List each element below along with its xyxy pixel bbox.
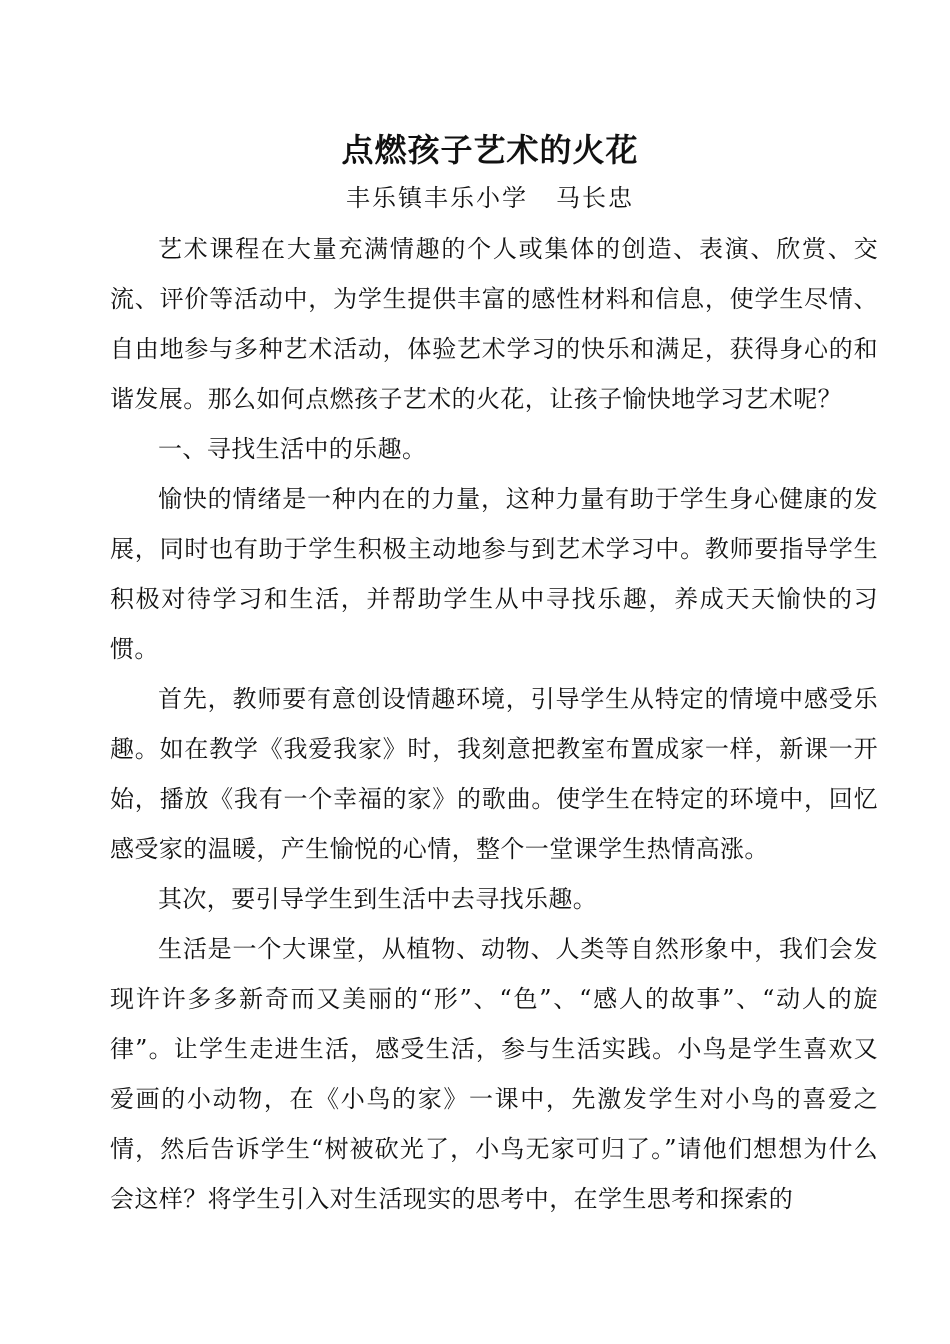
author-name: 马长忠: [556, 184, 634, 212]
article-body: [110, 224, 878, 1224]
page-title: 点燃孩子艺术的火花: [341, 131, 639, 169]
section-heading-1: 一、寻找生活中的乐趣。: [158, 435, 427, 463]
byline: [0, 180, 950, 216]
paragraph-3: 首先，教师要有意创设情趣环境，引导学生从特定的情境中感受乐趣。如在教学《我爱我家》时，我刻意把教室布置成家一样，新课一开始，播放《我有一个幸福的家》的歌曲。使学生在特定的环境中，回忆感受家的温暖，产生愉悦的心情，整个一堂课学生热情高涨。: [110, 685, 878, 863]
school-name: 丰乐镇丰乐小学: [346, 184, 528, 212]
paragraph-intro: 艺术课程在大量充满情趣的个人或集体的创造、表演、欣赏、交流、评价等活动中，为学生提供丰富的感性材料和信息，使学生尽情、自由地参与多种艺术活动，体验艺术学习的快乐和满足，获得身心的和谐发展。那么如何点燃孩子艺术的火花，让孩子愉快地学习艺术呢？: [110, 235, 878, 413]
paragraph-4: 其次，要引导学生到生活中去寻找乐趣。: [158, 885, 598, 913]
paragraph-2: 愉快的情绪是一种内在的力量，这种力量有助于学生身心健康的发展，同时也有助于学生积极主动地参与到艺术学习中。教师要指导学生积极对待学习和生活，并帮助学生从中寻找乐趣，养成天天愉快的习惯。: [110, 485, 878, 663]
paragraph-5: 生活是一个大课堂，从植物、动物、人类等自然形象中，我们会发现许许多多新奇而又美丽的“形”、“色”、“感人的故事”、“动人的旋律”。让学生走进生活，感受生活，参与生活实践。小鸟是学生喜欢又爱画的小动物，在《小鸟的家》一课中，先激发学生对小鸟的喜爱之情，然后告诉学生“树被砍光了，小鸟无家可归了。”请他们想想为什么会这样？将学生引入对生活现实的思考中，在学生思考和探索的: [110, 935, 878, 1213]
